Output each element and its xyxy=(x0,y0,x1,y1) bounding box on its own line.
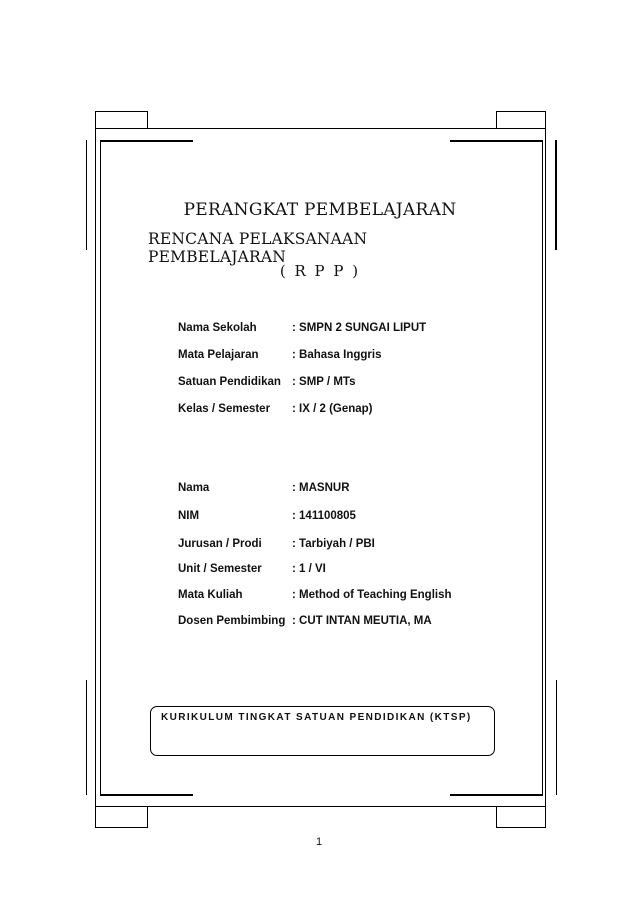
frame-left-inner xyxy=(100,140,101,795)
frame-right-mark-bottom xyxy=(556,680,557,795)
frame-top-outer xyxy=(95,128,546,129)
info-value: : SMP / MTs xyxy=(292,376,356,388)
info-label: Mata Kuliah xyxy=(178,589,243,601)
info-value: : Method of Teaching English xyxy=(292,589,452,601)
frame-corner-top-right-side xyxy=(548,140,556,250)
frame-right-inner xyxy=(542,140,543,795)
info-label: Unit / Semester xyxy=(178,563,262,575)
info-label: Dosen Pembimbing xyxy=(178,615,286,627)
info-value: : SMPN 2 SUNGAI LIPUT xyxy=(292,322,427,334)
info-label: Mata Pelajaran xyxy=(178,349,259,361)
info-label: Jurusan / Prodi xyxy=(178,538,262,550)
info-label: Satuan Pendidikan xyxy=(178,376,281,388)
frame-corner-bottom-left xyxy=(95,806,148,828)
frame-top-inner-right xyxy=(450,140,543,142)
info-value: : 1 / VI xyxy=(292,563,326,575)
info-label: Nama xyxy=(178,482,210,494)
info-value: : Tarbiyah / PBI xyxy=(292,538,375,550)
page-number: 1 xyxy=(315,836,323,848)
curriculum-label: KURIKULUM TINGKAT SATUAN PENDIDIKAN (KTSP) xyxy=(161,712,472,723)
frame-top-inner-left xyxy=(100,140,193,142)
frame-corner-top-left xyxy=(95,111,148,129)
curriculum-box xyxy=(150,706,495,756)
info-value: : MASNUR xyxy=(292,482,350,494)
frame-left-mark-bottom xyxy=(86,680,87,795)
frame-corner-top-left-side xyxy=(86,140,100,250)
document-subtitle: RENCANA PELAKSANAAN PEMBELAJARAN xyxy=(148,230,368,266)
info-label: Kelas / Semester xyxy=(178,403,271,415)
document-abbreviation: ( R P P ) xyxy=(279,262,361,280)
frame-bottom-outer xyxy=(95,806,546,807)
frame-right-mark-top xyxy=(556,140,557,250)
frame-bottom-inner-left xyxy=(100,794,193,796)
frame-left-outer xyxy=(95,128,96,806)
info-value: : Bahasa Inggris xyxy=(292,349,382,361)
frame-bottom-inner-right xyxy=(450,794,543,796)
info-value: : IX / 2 (Genap) xyxy=(292,403,373,415)
info-value: : CUT INTAN MEUTIA, MA xyxy=(292,615,432,627)
info-value: : 141100805 xyxy=(292,510,356,522)
frame-right-outer xyxy=(545,128,546,806)
info-label: Nama Sekolah xyxy=(178,322,257,334)
frame-left-mark-top xyxy=(86,140,87,250)
document-title: PERANGKAT PEMBELAJARAN xyxy=(183,200,457,220)
frame-corner-bottom-right xyxy=(496,806,546,828)
info-label: NIM xyxy=(178,510,200,522)
frame-corner-top-right xyxy=(496,111,546,129)
